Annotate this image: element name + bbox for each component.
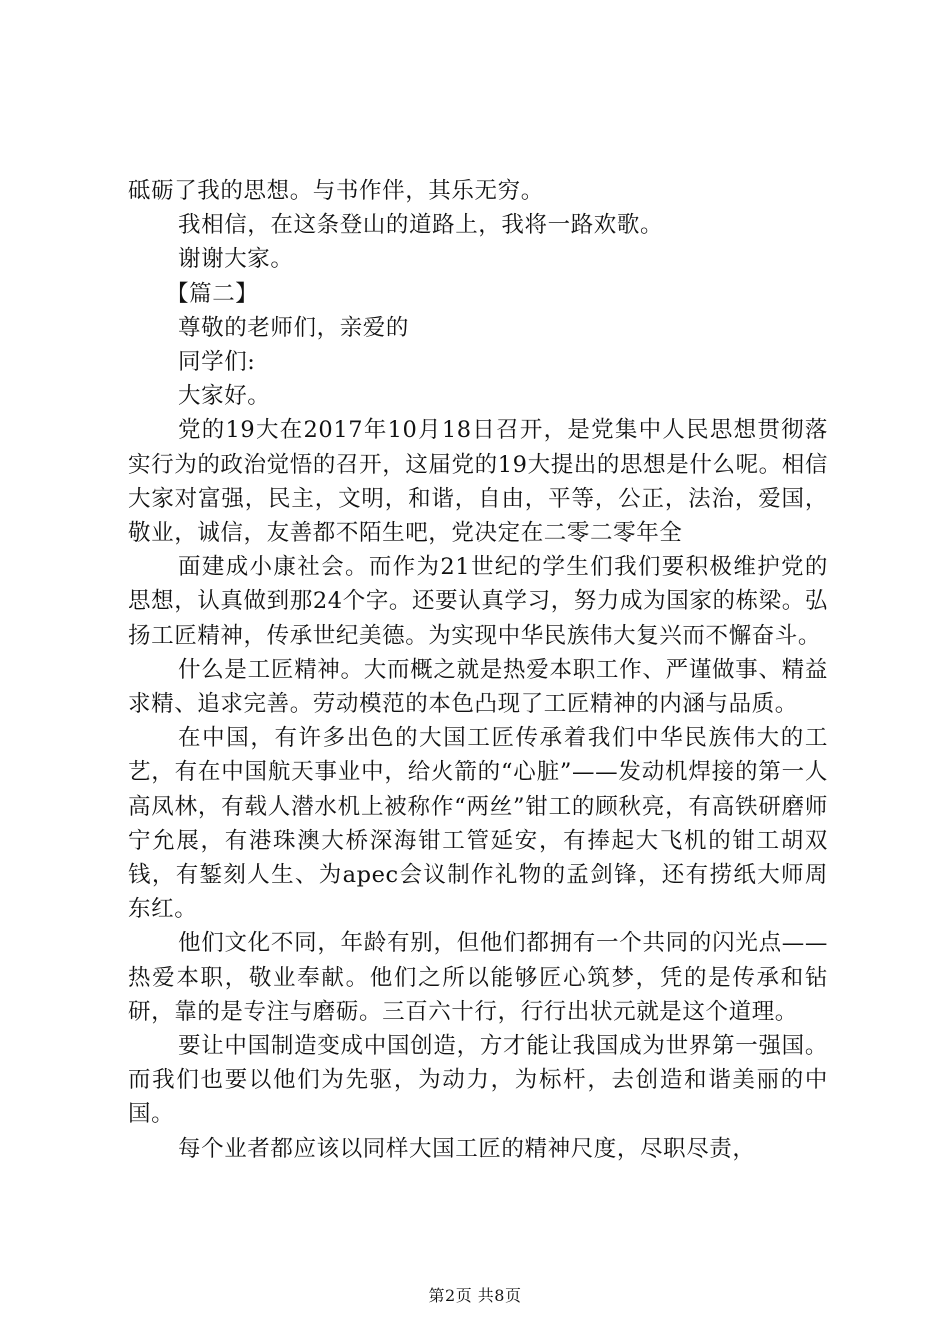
salutation-line-1: 尊敬的老师们，亲爱的 bbox=[178, 314, 410, 341]
salutation-line-2: 同学们: bbox=[178, 349, 256, 376]
paragraph-common-point: 他们文化不同，年龄有别，但他们都拥有一个共同的闪光点——热爱本职，敬业奉献。他们之所以能够匠心筑梦，凭的是传承和钻研，靠的是专注与磨砺。三百六十行，行行出状元就是这个道理。 bbox=[128, 930, 828, 1025]
section-heading: 【篇二】 bbox=[166, 280, 259, 307]
paragraph-great-craftsmen: 在中国，有许多出色的大国工匠传承着我们中华民族伟大的工艺，有在中国航天事业中，给火箭的“心脏”——发动机焊接的第一人高凤林，有载人潜水机上被称作“两丝”钳工的顾秋亮，有高铁研磨师宁允展，有港珠澳大桥深海钳工管延安，有捧起大飞机的钳工胡双钱，有錾刻人生、为apec会议制作礼物的孟剑锋，还有捞纸大师周东红。 bbox=[128, 725, 828, 923]
paragraph-every-worker: 每个业者都应该以同样大国工匠的精神尺度，尽职尽责， bbox=[178, 1135, 756, 1162]
paragraph-belief: 我相信，在这条登山的道路上，我将一路欢歌。 bbox=[178, 212, 664, 239]
document-body bbox=[128, 174, 828, 1166]
paragraph-made-in-china: 要让中国制造变成中国创造，方才能让我国成为世界第一强国。而我们也要以他们为先驱，为动力，为标杆，去创造和谐美丽的中国。 bbox=[128, 1033, 828, 1128]
paragraph-thanks: 谢谢大家。 bbox=[178, 246, 294, 273]
paragraph-craftsman-spirit: 什么是工匠精神。大而概之就是热爱本职工作、严谨做事、精益求精、追求完善。劳动模范的本色凸现了工匠精神的内涵与品质。 bbox=[128, 656, 828, 718]
paragraph-xiaokang: 面建成小康社会。而作为21世纪的学生们我们要积极维护党的思想，认真做到那24个字。还要认真学习，努力成为国家的栋梁。弘扬工匠精神，传承世纪美德。为实现中华民族伟大复兴而不懈奋斗。 bbox=[128, 554, 828, 649]
paragraph-party-congress: 党的19大在2017年10月18日召开，是党集中人民思想贯彻落实行为的政治觉悟的召开，这届党的19大提出的思想是什么呢。相信大家对富强，民主，文明，和谐，自由，平等，公正，法治，爱国，敬业，诚信，友善都不陌生吧，党决定在二零二零年全 bbox=[128, 417, 828, 547]
greeting: 大家好。 bbox=[178, 383, 271, 410]
page-number-footer: 第2页 共8页 bbox=[428, 1286, 522, 1305]
paragraph-continuation: 砥砺了我的思想。与书作伴，其乐无穷。 bbox=[128, 178, 544, 204]
